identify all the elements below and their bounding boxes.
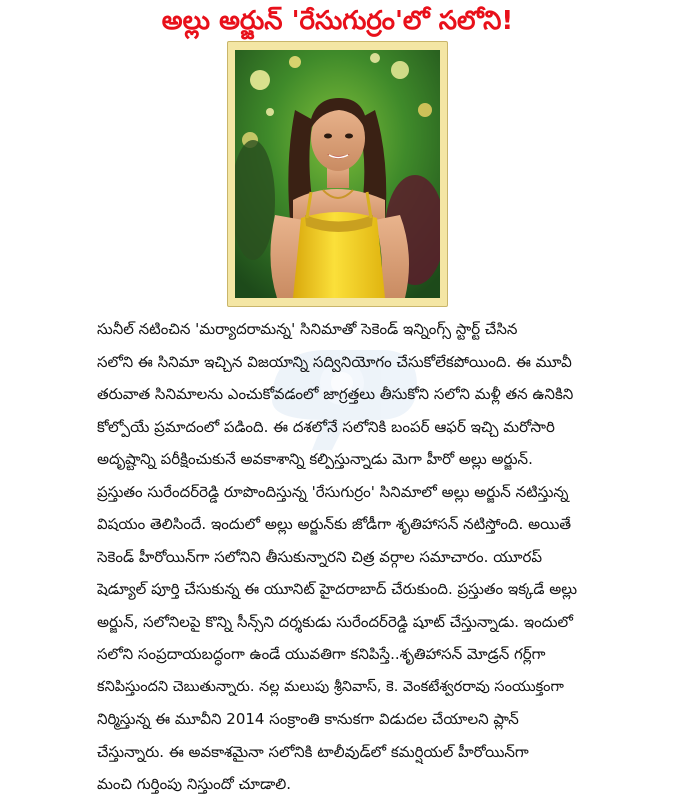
article-line: సునీల్ నటించిన 'మర్యాదరామన్న' సినిమాతో సెకెండ్ ఇన్నింగ్స్ స్టార్ట్ చేసిన bbox=[97, 320, 518, 338]
article-line: సలోని సంప్రదాయబద్ధంగా ఉండే యువతిగా కనిపిస్తే..శృతిహాసన్ మోడ్రన్ గర్ల్‌గా bbox=[97, 645, 546, 663]
article-line: తరువాత సినిమాలను ఎంచుకోవడంలో జాగ్రత్తలు తీసుకోని సలోని మళ్లీ తన ఉనికిని bbox=[97, 385, 574, 403]
article-line: మంచి గుర్తింపు నిస్తుందో చూడాలి. bbox=[97, 775, 292, 793]
article-line: కోల్పోయే ప్రమాదంలో పడింది. ఈ దశలోనే సలోనికి బంపర్ ఆఫర్ ఇచ్చి మరోసారి bbox=[97, 417, 555, 436]
article-headline: అల్లు అర్జున్ 'రేసుగుర్రం'లో సలోని! bbox=[161, 6, 514, 36]
article-line: ప్రస్తుతం సురేందర్‌రెడ్డి రూపొందిస్తున్న 'రేసుగుర్రం' సినిమాలో అల్లు అర్జున్ నటిస్తున్న bbox=[97, 482, 569, 501]
article-line: షెడ్యూల్ పూర్తి చేసుకున్న ఈ యూనిట్ హైదరాబాద్ చేరుకుంది. ప్రస్తుతం ఇక్కడే అల్లు bbox=[97, 580, 577, 598]
article-line: కనిపిస్తుందని చెబుతున్నారు. నల్ల మలుపు శ్రీనివాస్, కె. వెంకటేశ్వరరావు సంయుక్తంగా bbox=[97, 678, 564, 695]
article-line: విషయం తెలిసిందే. ఇందులో అల్లు అర్జున్‌కు జోడీగా శృతిహాసన్ నటిస్తోంది. అయితే bbox=[97, 515, 572, 533]
article-body bbox=[97, 313, 577, 801]
article-line: నిర్మిస్తున్న ఈ మూవీని 2014 సంక్రాంతి కానుకగా విడుదల చేయాలని ప్లాన్ bbox=[97, 710, 519, 728]
photo-frame bbox=[227, 41, 448, 307]
article-line: చేస్తున్నారు. ఈ అవకాశమైనా సలోనికి టాలీవుడ్‌లో కమర్షియల్ హీరోయిన్‌గా bbox=[97, 742, 529, 761]
article-line: సెకెండ్ హీరోయిన్‌గా సలోనిని తీసుకున్నారని చిత్ర వర్గాల సమాచారం. యూరప్ bbox=[97, 547, 543, 566]
actress-photo-illustration bbox=[235, 50, 440, 298]
actress-photo bbox=[235, 50, 440, 298]
article-line: అదృష్టాన్ని పరీక్షించుకునే అవకాశాన్ని కల్పిస్తున్నాడు మెగా హీరో అల్లు అర్జున్. bbox=[97, 450, 533, 468]
article-line: సలోని ఈ సినిమా ఇచ్చిన విజయాన్ని సద్వినియోగం చేసుకోలేకపోయింది. ఈ మూవీ bbox=[97, 352, 572, 371]
article-line: అర్జున్, సలోనిలపై కొన్ని సీన్స్‌ని దర్శకుడు సురేందర్‌రెడ్డి షూట్ చేస్తున్నాడు. ఇందులో bbox=[97, 612, 573, 631]
